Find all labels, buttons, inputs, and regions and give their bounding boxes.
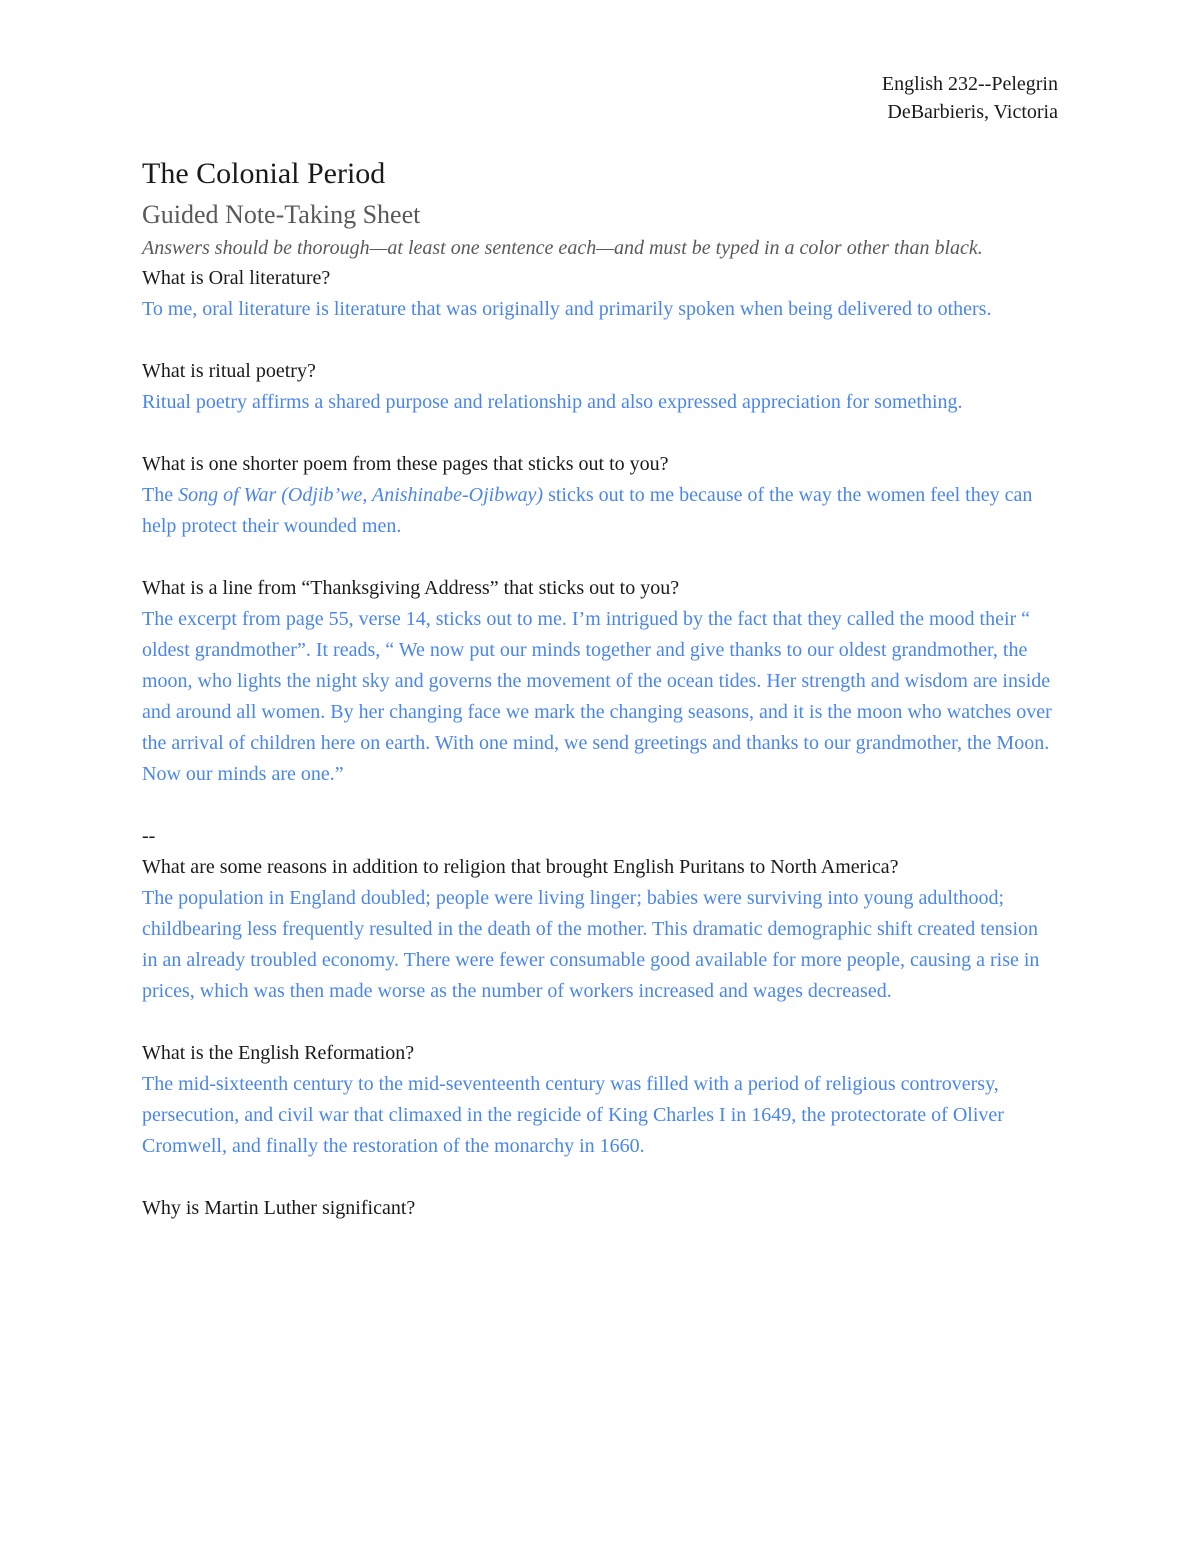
answer-5: The population in England doubled; people were living linger; babies were surviving into young adulthood; childbearing less frequently resulted in the death of the mother. This dramatic demographic shift created tension in an already troubled economy. There were fewer consumable good available for more people, causing a rise in prices, which was then made worse as the number of workers increased and wages decreased. bbox=[142, 887, 1040, 1002]
question-1: What is Oral literature? bbox=[142, 267, 331, 289]
answer-6: The mid-sixteenth century to the mid-seventeenth century was filled with a period of religious controversy, persecution, and civil war that climaxed in the regicide of King Charles I in 1649, the protectorate of Oliver Cromwell, and finally the restoration of the monarchy in 1660. bbox=[142, 1073, 1004, 1157]
spacer bbox=[142, 418, 1058, 449]
spacer bbox=[142, 325, 1058, 356]
document-header bbox=[142, 70, 1058, 126]
course-line: English 232--Pelegrin bbox=[881, 73, 1058, 95]
answer-3-suffix: sticks out to me because of the way the women feel they can help protect their wounded men. bbox=[142, 484, 1033, 537]
question-7: Why is Martin Luther significant? bbox=[142, 1197, 416, 1219]
answer-4: The excerpt from page 55, verse 14, sticks out to me. I’m intrigued by the fact that they called the mood their “ oldest grandmother”. It reads, “ We now put our minds together and give thanks to our oldest grandmother, the moon, who lights the night sky and governs the movement of the ocean tides. Her strength and wisdom are inside and around all women. By her changing face we mark the changing seasons, and it is the moon who watches over the arrival of children here on earth. With one mind, we send greetings and thanks to our grandmother, the Moon. Now our minds are one.” bbox=[142, 608, 1052, 785]
answer-2: Ritual poetry affirms a shared purpose and relationship and also expressed appreciation for something. bbox=[142, 391, 963, 413]
answer-3-prefix: The bbox=[142, 484, 179, 506]
poem-title: Song of War (Odjib’we, Anishinabe-Ojibway) bbox=[178, 484, 544, 506]
spacer bbox=[142, 790, 1058, 821]
answer-1: To me, oral literature is literature that was originally and primarily spoken when being delivered to others. bbox=[142, 298, 992, 320]
question-2: What is ritual poetry? bbox=[142, 360, 316, 382]
spacer bbox=[142, 1007, 1058, 1038]
question-answer-list bbox=[142, 263, 1058, 1224]
instructions-text: Answers should be thorough—at least one sentence each—and must be typed in a color other than black. bbox=[142, 237, 983, 259]
document-subtitle: Guided Note-Taking Sheet bbox=[142, 200, 421, 229]
document-title: The Colonial Period bbox=[142, 157, 386, 190]
spacer bbox=[142, 1162, 1058, 1193]
student-name: DeBarbieris, Victoria bbox=[887, 101, 1058, 123]
spacer bbox=[142, 542, 1058, 573]
question-5: What are some reasons in addition to religion that brought English Puritans to North America? bbox=[142, 856, 899, 878]
section-separator: -- bbox=[142, 825, 156, 847]
question-3: What is one shorter poem from these pages that sticks out to you? bbox=[142, 453, 669, 475]
question-4: What is a line from “Thanksgiving Address” that sticks out to you? bbox=[142, 577, 680, 599]
question-6: What is the English Reformation? bbox=[142, 1042, 415, 1064]
answer-3 bbox=[142, 480, 1058, 542]
